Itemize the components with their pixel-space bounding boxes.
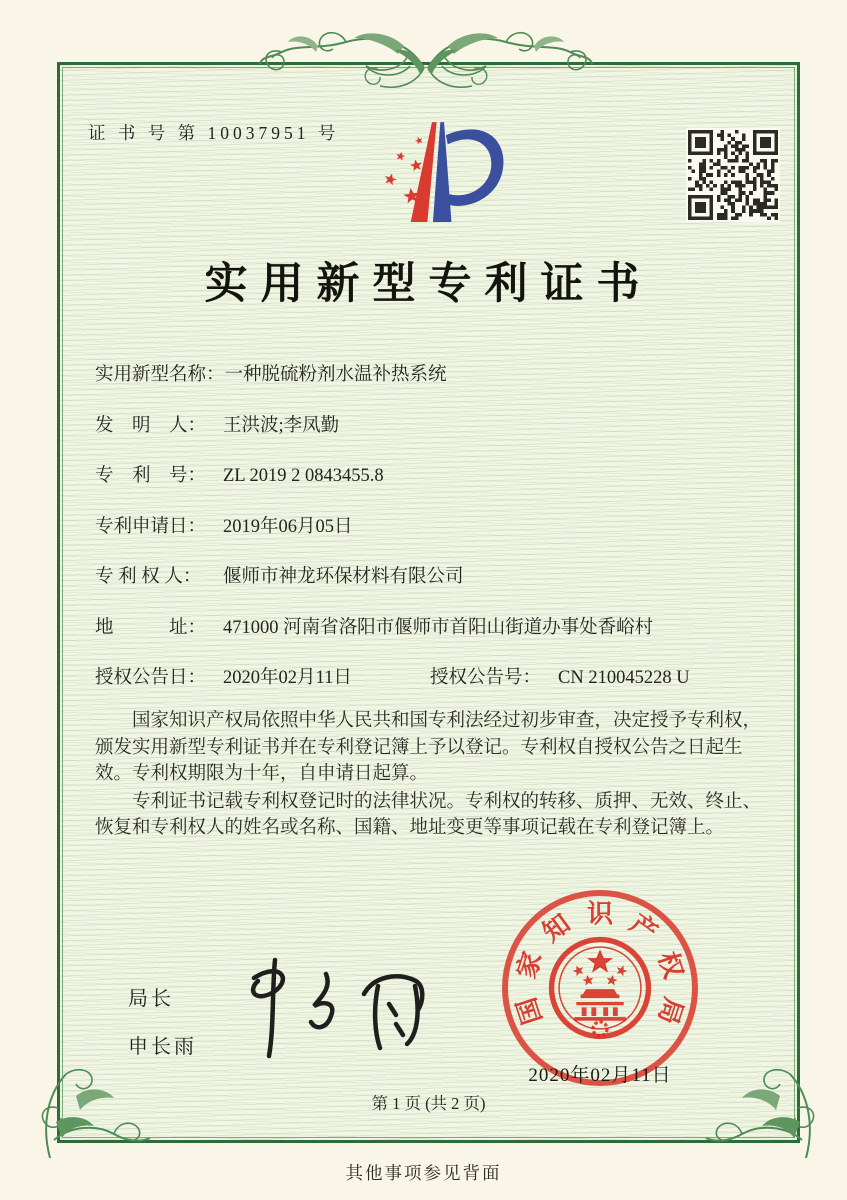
seal-char: 局 <box>652 994 689 1028</box>
seal-char: 知 <box>537 908 576 948</box>
field-value: 王洪波;李凤勤 <box>223 415 340 436</box>
commissioner-block <box>128 982 197 1078</box>
cnipa-logo <box>358 110 506 236</box>
field-row-filing-date <box>95 512 760 563</box>
field-value: CN 210045228 U <box>558 668 690 688</box>
field-value: 一种脱硫粉剂水温补热系统 <box>224 365 447 385</box>
field-value: 471000 河南省洛阳市偃师市首阳山街道办事处香峪村 <box>223 617 654 638</box>
field-label: 发 明 人： <box>95 415 207 436</box>
seal-char: 权 <box>652 948 689 982</box>
field-label: 授权公告号： <box>430 668 542 688</box>
grant-date <box>95 668 352 688</box>
qr-code <box>686 128 780 222</box>
field-label: 专利申请日： <box>95 516 207 537</box>
grant-number <box>430 663 690 689</box>
field-label: 授权公告日： <box>95 668 207 688</box>
field-row-patent-no <box>95 461 760 512</box>
legal-text <box>95 708 763 843</box>
seal-char: 家 <box>511 948 548 982</box>
legal-paragraph-1: 国家知识产权局依照中华人民共和国专利法经过初步审查，决定授予专利权，颁发实用新型专利证书并在专利登记簿上予以登记。专利权自授权公告之日起生效。专利权期限为十年，自申请日起算。 <box>95 711 762 784</box>
field-value: 偃师市神龙环保材料有限公司 <box>223 567 464 587</box>
national-emblem <box>546 932 654 1044</box>
field-row-inventor <box>95 411 760 462</box>
seal-char: 产 <box>624 908 663 948</box>
certificate-number: 证 书 号 第 10037951 号 <box>88 123 340 143</box>
seal-char: 国 <box>511 994 548 1028</box>
field-label: 地 址： <box>95 617 207 638</box>
field-row-name <box>95 360 760 411</box>
field-row-grant <box>95 663 760 714</box>
field-label: 专 利 号： <box>95 466 207 486</box>
seal-date: 2020年02月11日 <box>528 1065 672 1086</box>
page-number: 第 1 页 (共 2 页) <box>371 1094 486 1113</box>
field-row-address <box>95 613 760 664</box>
field-list <box>95 360 760 714</box>
handwritten-signature <box>228 948 433 1066</box>
field-label: 实用新型名称： <box>95 365 225 385</box>
field-row-patentee <box>95 562 760 613</box>
commissioner-title: 局长 <box>128 988 174 1010</box>
commissioner-name: 申长雨 <box>128 1036 197 1058</box>
seal-char: 识 <box>586 899 614 929</box>
field-label: 专 利 权 人： <box>95 567 202 587</box>
field-value: 2019年06月05日 <box>223 516 353 537</box>
certificate-title: 实用新型专利证书 <box>204 261 653 308</box>
field-value: ZL 2019 2 0843455.8 <box>223 466 384 486</box>
back-side-note: 其他事项参见背面 <box>345 1163 502 1183</box>
field-value: 2020年02月11日 <box>223 668 352 688</box>
legal-paragraph-2: 专利证书记载专利权登记时的法律状况。专利权的转移、质押、无效、终止、恢复和专利权人的姓名或名称、国籍、地址变更等事项记载在专利登记簿上。 <box>95 791 762 838</box>
